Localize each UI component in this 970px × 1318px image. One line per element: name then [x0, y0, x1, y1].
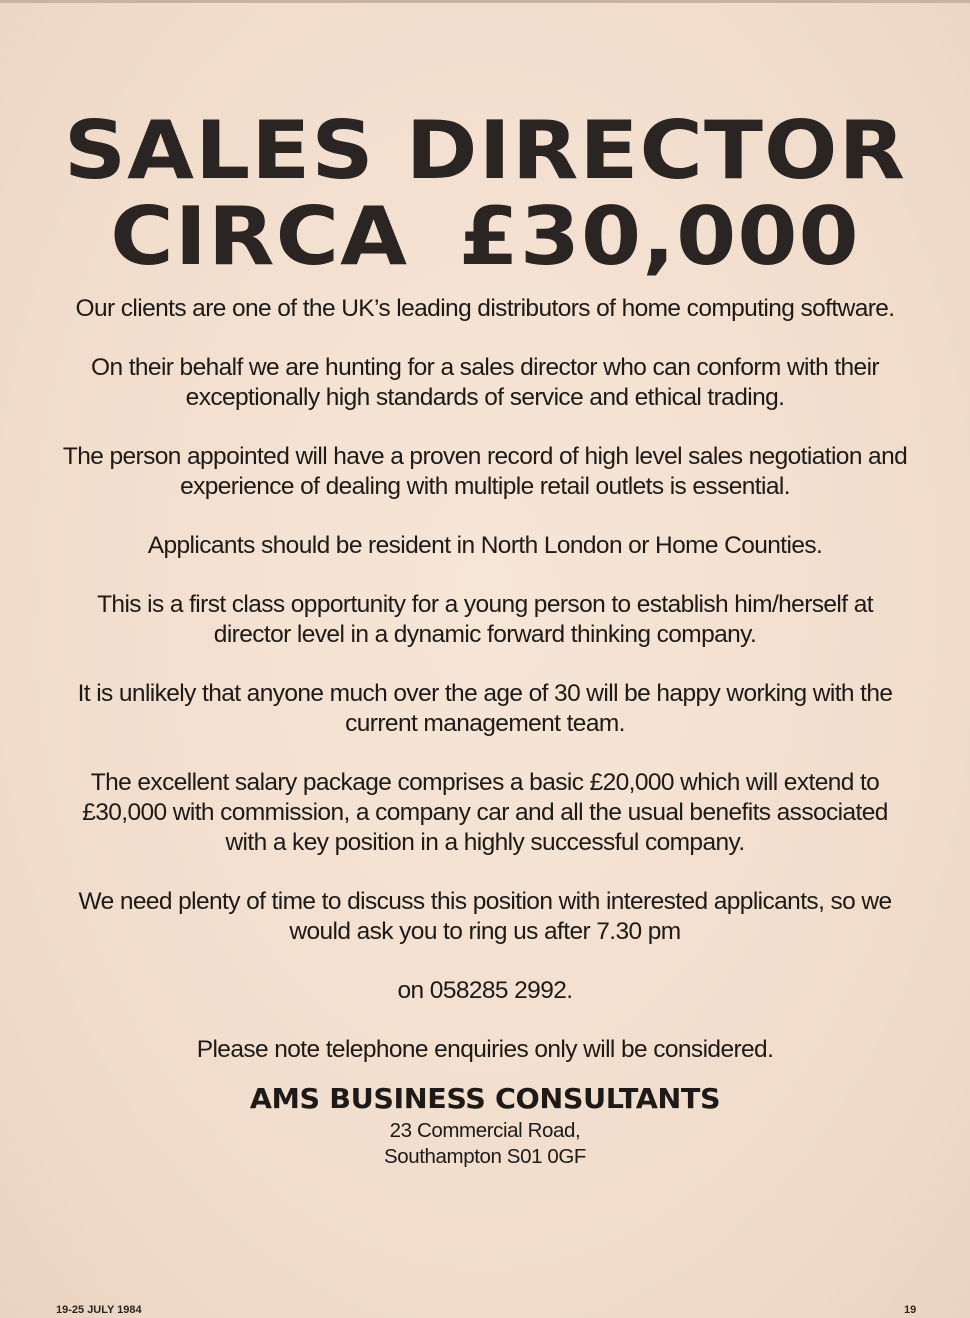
footer-page-number: 19	[904, 1304, 917, 1316]
paragraph-phone: on 058285 2992.	[397, 977, 573, 1004]
paragraph-salary: The excellent salary package comprises a basic £20,000 which will extend to £30,000 with commission, a company car and all the usual benefits associated with a key position in a highly successful company.	[82, 769, 888, 856]
headline-title: SALES DIRECTOR	[63, 104, 907, 197]
paragraph-age: It is unlikely that anyone much over the age of 30 will be happy working with the current management team.	[77, 680, 893, 737]
advert-body	[60, 294, 910, 1170]
paragraph-enquiries: Please note telephone enquiries only will be considered.	[196, 1036, 774, 1063]
company-address-line2: Southampton S01 0GF	[383, 1145, 587, 1168]
headline-salary: CIRCA £30,000	[110, 190, 860, 283]
footer-date: 19-25 JULY 1984	[56, 1304, 142, 1316]
paragraph-residence: Applicants should be resident in North London or Home Counties.	[147, 532, 823, 559]
page-top-edge	[0, 0, 970, 3]
paragraph-clients: Our clients are one of the UK’s leading distributors of home computing software.	[75, 295, 895, 322]
paragraph-contact: We need plenty of time to discuss this position with interested applicants, so we would ask you to ring us after 7.30 pm	[78, 888, 892, 945]
paragraph-behalf: On their behalf we are hunting for a sales director who can conform with their exceptionally high standards of service and ethical trading.	[91, 354, 879, 411]
paragraph-opportunity: This is a first class opportunity for a young person to establish him/herself at director level in a dynamic forward thinking company.	[97, 591, 873, 648]
company-name: AMS BUSINESS CONSULTANTS	[249, 1082, 721, 1115]
company-address-line1: 23 Commercial Road,	[389, 1119, 581, 1142]
paragraph-person: The person appointed will have a proven record of high level sales negotiation and experience of dealing with multiple retail outlets is essential.	[62, 443, 908, 500]
